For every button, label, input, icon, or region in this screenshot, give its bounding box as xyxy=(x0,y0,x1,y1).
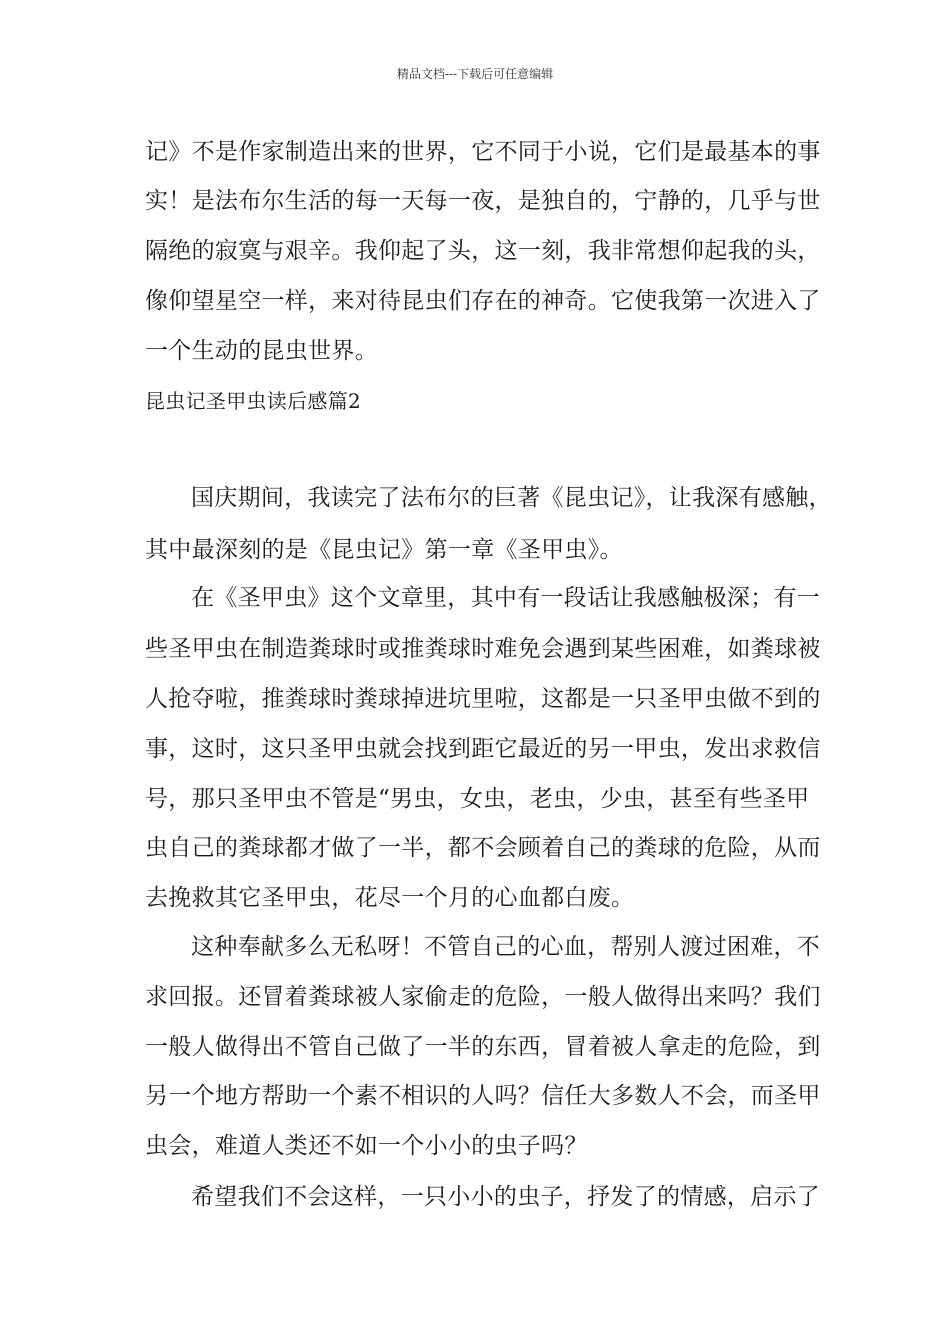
paragraph-line: 虫自己的粪球都才做了一半，都不会顾着自己的粪球的危险，从而 xyxy=(145,835,821,861)
paragraph-line: 虫会，难道人类还不如一个小小的虫子吗？ xyxy=(145,1133,588,1159)
paragraph-line: 希望我们不会这样，一只小小的虫子，抒发了的情感，启示了 xyxy=(191,1184,821,1210)
paragraph-line: 其中最深刻的是《昆虫记》第一章《圣甲虫》。 xyxy=(145,537,623,563)
paragraph-line: 些圣甲虫在制造粪球时或推粪球时难免会遇到某些困难，如粪球被 xyxy=(145,636,821,662)
paragraph-line: 号，那只圣甲虫不管是“男虫，女虫，老虫，少虫，甚至有些圣甲 xyxy=(145,786,810,812)
paragraph-line: 另一个地方帮助一个素不相识的人吗？信任大多数人不会，而圣甲 xyxy=(145,1083,821,1109)
paragraph-line: 在《圣甲虫》这个文章里，其中有一段话让我感触极深；有一 xyxy=(191,585,821,611)
paragraph-line: 一个生动的昆虫世界。 xyxy=(145,338,378,364)
paragraph-line: 隔绝的寂寞与艰辛。我仰起了头，这一刻，我非常想仰起我的头， xyxy=(145,238,821,264)
paragraph-line: 实！是法布尔生活的每一天每一夜，是独自的，宁静的，几乎与世 xyxy=(145,188,821,214)
page-header: 精品文档---下载后可任意编辑 xyxy=(396,67,554,81)
paragraph-line: 去挽救其它圣甲虫，花尽一个月的心血都白废。 xyxy=(145,885,635,911)
paragraph-line: 人抢夺啦，推粪球时粪球掉进坑里啦，这都是一只圣甲虫做不到的 xyxy=(145,686,821,712)
paragraph-line: 事，这时，这只圣甲虫就会找到距它最近的另一甲虫，发出求救信 xyxy=(145,736,821,762)
paragraph-line: 国庆期间，我读完了法布尔的巨著《昆虫记》，让我深有感触， xyxy=(191,485,832,511)
paragraph-line: 像仰望星空一样，来对待昆虫们存在的神奇。它使我第一次进入了 xyxy=(145,288,821,314)
paragraph-line: 求回报。还冒着粪球被人家偷走的危险，一般人做得出来吗？我们 xyxy=(145,984,821,1010)
paragraph-line: 这种奉献多么无私呀！不管自己的心血，帮别人渡过困难，不 xyxy=(191,934,821,960)
section-heading: 昆虫记圣甲虫读后感篇2 xyxy=(145,389,362,413)
paragraph-line: 记》不是作家制造出来的世界，它不同于小说，它们是最基本的事 xyxy=(145,139,821,165)
paragraph-line: 一般人做得出不管自己做了一半的东西，冒着被人拿走的危险，到 xyxy=(145,1034,821,1060)
